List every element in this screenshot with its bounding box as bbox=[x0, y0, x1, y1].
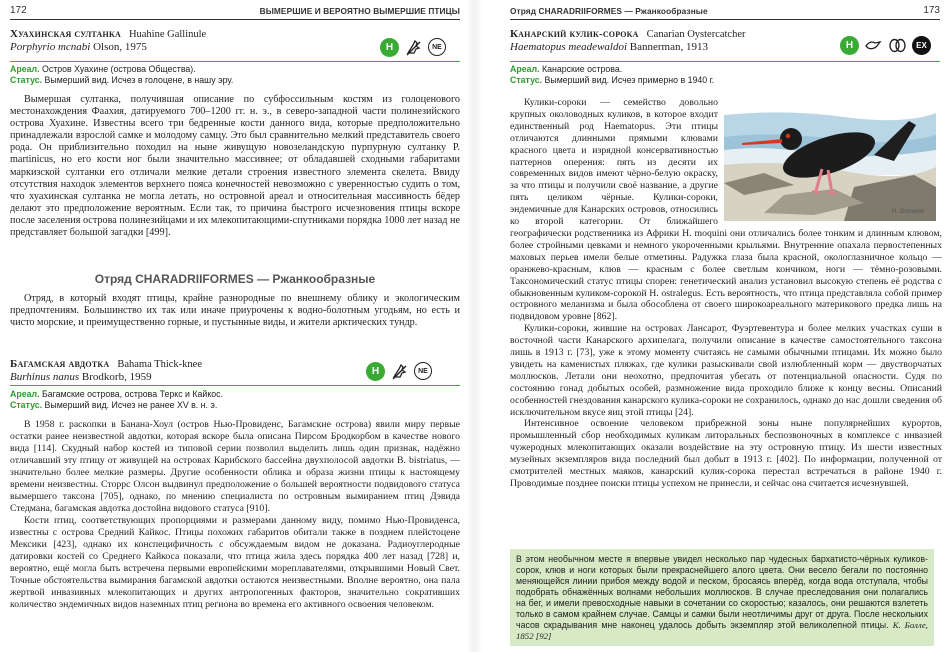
right-running-title: Отряд CHARADRIIFORMES — Ржанкообразные bbox=[510, 6, 708, 16]
species-name-ru: Канарский кулик-сорока bbox=[510, 28, 639, 40]
species-latin: Porphyrio mcnabi bbox=[10, 41, 91, 53]
body-paragraph: В 1958 г. раскопки в Банана-Хоул (остров Нью-Провиденс, Багамские острова) явили миру первые остатки ранее неизвестной авдотки, которая вскоре была описана Пирсом Бродкорбом в качестве нового вида [114]. Скудный набор костей из типовой серии позволил выделить лишь один признак, надёжно отличавший эту птицу от живущей на островах Карибского бассейна двухполосой авдотки B. bistriatus, — значительно более мелкие размеры. Другие особенности облика и образа жизни птицы к настоящему времени неизвестны. Сторрс Олсон выдвинул предположение о большей вероятности подвидового статуса вымершего таксона [705], однако, по мнению специалиста по островным вымиранием птиц Дэвида Стедмана, багамская авдотка достойна видового статуса [910]. bbox=[10, 419, 460, 514]
entry1-body bbox=[10, 94, 460, 239]
species-name-en: Bahama Thick-knee bbox=[117, 359, 202, 370]
species-author: Bannerman, 1913 bbox=[627, 41, 708, 53]
ne-badge-icon: NE bbox=[414, 362, 432, 380]
order-intro bbox=[10, 293, 460, 329]
body-paragraph: Кулики-сороки — семейство довольно крупных околоводных куликов, в которое входит единственный род Haematopus. Эти птицы отличаются длинными прямыми клювами красного цвета и изрядной консервативностью паттернов оперения: пять из десяти их современных видов имеют чёрно-белую окраску, за что птицы и получили своё название, а другие пять целиком чёрные. Кулики-сороки, эндемичные для Канарских островов, относились ко второй категории. От ближайшего географически родственника из Африки H. moquini они отличались более тонким и длинным клювом, более стройными цевками и немного укороченными крыльями. Внутренние опахала первостепенных маховых перьев имели белые отметины. Радужка глаза была красной, окологлазничное кольцо — оранжево-красным, клюв — красным с более светлым кончиком, ноги — тёмно-розовыми. Таксономический статус птицы спорен: генетический анализ установил высокую степень её родства с обыкновенным куликом-сорокой H. ostralegus. Есть вероятность, что птица представляла собой пример островного меланизма и была обособлена от своего широкоареального материкового предка лишь на подвидовом уровне [862]. bbox=[510, 97, 942, 323]
entry1-status-icons bbox=[380, 38, 446, 57]
ne-badge-icon: NE bbox=[428, 38, 446, 56]
illustration-credit: H. Gronvold bbox=[892, 209, 925, 215]
status-label: Статус. bbox=[510, 75, 543, 85]
entry-bahama-thick-knee-header bbox=[10, 358, 202, 383]
species-name-en: Canarian Oystercatcher bbox=[646, 29, 746, 40]
left-page-number: 172 bbox=[10, 5, 27, 16]
entry3-status-icons bbox=[840, 36, 931, 55]
body-paragraph: Интенсивное освоение человеком прибрежной зоны ныне популярнейших курортов, промышленный сбор необходимых куликам литоральных беспозвоночных в комплексе с инвазией чужеродных млекопитающих оказали воздействие на эту островную птицу. Из шести известных музейных экземпляров вида последний был добыт в 1913 г. [402]. По информации, полученной от смотрителей местных маяков, канарский кулик-сорока перестал встречаться в районе 1940 г. Проводимые позднее поиски птицы успехом не принесли, и сейчас она считается исчезнувшей. bbox=[510, 418, 942, 489]
areal-text: Остров Хуахине (острова Общества). bbox=[39, 64, 196, 74]
status-label: Статус. bbox=[10, 75, 43, 85]
ex-badge-icon: EX bbox=[912, 36, 931, 55]
species-author: Brodkorb, 1959 bbox=[79, 371, 152, 383]
entry2-status-icons bbox=[366, 362, 432, 381]
hand-bird-icon bbox=[390, 362, 409, 381]
areal-label: Ареал. bbox=[10, 64, 40, 74]
quote-box bbox=[510, 549, 934, 646]
quote-text: В этом необычном месте я впервые увидел несколько пар чудесных бархатисто-чёрных куликов-сорок, клюв и ноги которых были прекраснейшего алого цвета. Они весело бегали по постоянно меняющейся линии прибоя между водой и песком, бросаясь вперёд, когда вода отступала, чтобы подобрать обнажённых волнами небольших моллюсков. В случае преследования они полагались на бег, и имели превосходные навыки в сочетании со скоростью; казалось, они решаются взлететь только в самом крайнем случае. Самцы и самки были неотличимы друг от друга. После нескольких часов скрадывания мне наконец удалось добыть экземпляр этой великолепной птицы. bbox=[516, 554, 928, 630]
status-label: Статус. bbox=[10, 400, 43, 410]
left-running-header bbox=[10, 5, 460, 20]
species-name-ru: Хуахинская султанка bbox=[10, 28, 121, 40]
species-latin: Burhinus nanus bbox=[10, 371, 80, 383]
h-badge-icon: H bbox=[380, 38, 399, 57]
left-running-title: ВЫМЕРШИЕ И ВЕРОЯТНО ВЫМЕРШИЕ ПТИЦЫ bbox=[259, 6, 460, 16]
body-paragraph: Кости птиц, соответствующих пропорциями и размерами данному виду, помимо Нью-Провиденса, известны с острова Средний Кайкос. Птицы похожих габаритов обитали также в позднем плейстоцене Мексики [423], однако их конспецифичность с обсуждаемым видом не доказана. Радиоуглеродные датировки костей со Среднего Кайкоса показали, что птица жила здесь порядка 400 лет назад [728] и, вероятно, ещё могла быть встречена первыми европейскими мореплавателями, открывшими Новый Свет. Точные обстоятельства вымирания багамской авдотки остаются неизвестными. Вполне вероятно, она пала жертвой инвазивных млекопитающих и других антропогенных факторов, значительно сокративших количество эндемичных видов наземных птиц региона во времена его активного освоения человеком. bbox=[10, 515, 460, 610]
h-badge-icon: H bbox=[840, 36, 859, 55]
entry2-body bbox=[10, 419, 460, 611]
order-title: Отряд CHARADRIIFORMES — Ржанкообразные bbox=[94, 272, 376, 286]
areal-text: Багамские острова, острова Теркс и Кайкос. bbox=[39, 389, 224, 399]
species-name-ru: Багамская авдотка bbox=[10, 358, 110, 370]
h-badge-icon: H bbox=[366, 362, 385, 381]
oystercatcher-illustration bbox=[724, 95, 936, 221]
areal-label: Ареал. bbox=[510, 64, 540, 74]
entry-canarian-oystercatcher-header bbox=[510, 28, 746, 53]
entry3-divider bbox=[510, 61, 940, 62]
status-text: Вымерший вид. Исчез примерно в 1940 г. bbox=[542, 75, 715, 85]
entry1-areal-status bbox=[10, 64, 460, 86]
entry3-areal-status bbox=[510, 64, 940, 86]
left-page bbox=[0, 0, 462, 652]
species-name-en: Huahine Gallinule bbox=[128, 29, 207, 40]
right-page-number: 173 bbox=[923, 5, 940, 16]
areal-label: Ареал. bbox=[10, 389, 40, 399]
areal-text: Канарские острова. bbox=[539, 64, 623, 74]
egg-icon bbox=[888, 36, 907, 55]
book-gutter bbox=[466, 0, 482, 652]
entry2-divider bbox=[10, 385, 460, 386]
right-running-header bbox=[510, 5, 940, 20]
hand-bird-icon bbox=[864, 36, 883, 55]
status-text: Вымерший вид. Исчез в голоцене, в нашу эру. bbox=[42, 75, 234, 85]
species-author: Olson, 1975 bbox=[90, 41, 147, 53]
order-paragraph: Отряд, в который входят птицы, крайне разнородные по внешнему облику и экологическим предпочтениям. Большинство их так или иначе приурочены к водно-болотным угодьям, но есть и чисто морские, и преимущественно горные, и пустынные виды, и жители арктических тундр. bbox=[10, 293, 460, 329]
status-text: Вымерший вид. Исчез не ранее XV в. н. э. bbox=[42, 400, 218, 410]
entry-huahine-gallinule-header bbox=[10, 28, 206, 53]
species-latin: Haematopus meadewaldoi bbox=[510, 41, 628, 53]
body-paragraph: Кулики-сороки, жившие на островах Лансарот, Фуэртевентура и более мелких участках суши в восточной части Канарского архипелага, получили описание в качестве самостоятельного таксона лишь в 1913 г. [73], уже к этому моменту считаясь не самыми обычными птицами. Их можно было увидеть на каменистых пляжах, где кулики разыскивали свой излюбленный корм — двустворчатых моллюсков. Летали они неохотно, предпочитая убегать от потенциальной опасности. Судя по состоянию гонад добытых особей, размножение вида проходило ближе к концу весны. Описаний особенностей гнездования канарского кулика-сороки не сохранилось, однако до нас дошли сведения об исключительном вкусе яиц этой птицы [24]. bbox=[510, 323, 942, 418]
entry2-areal-status bbox=[10, 389, 460, 411]
body-paragraph: Вымершая султанка, получившая описание по субфоссильным костям из голоценового местонахождения Фаахия, датируемого 700–1200 гг. н. э., в северо-западной части полинезийского острова Хуахине. Известны всего три бедренные кости данного вида, которые предположительно принадлежали взрослой самке и молодому самцу. Это был сравнительно мелкий представитель своего рода. Он приблизительно походил на ныне живущую новозеландскую пурпурную султанку P. martinicus, но его кости ног были значительно массивнее; от обладавшей сходными габаритами маркизской султанки его отличали мелкие детали строения известного элемента скелета. Ввиду отсутствия находок элементов верхнего пояса конечностей невозможно с уверенностью судить о том, что хуахинская султанка не могла летать, но островной ареал и относительная массивность бёдер делают это предположение вероятным. Если так, то причина быстрого исчезновения птицы вскоре после заселения острова полинезийцами и их млекопитающими-спутниками порядка 1000 лет назад не представляет большой загадки [499]. bbox=[10, 94, 460, 239]
hand-bird-icon bbox=[404, 38, 423, 57]
quote-author: К. Болле, 1852 [92] bbox=[516, 620, 928, 641]
entry1-divider bbox=[10, 61, 460, 62]
